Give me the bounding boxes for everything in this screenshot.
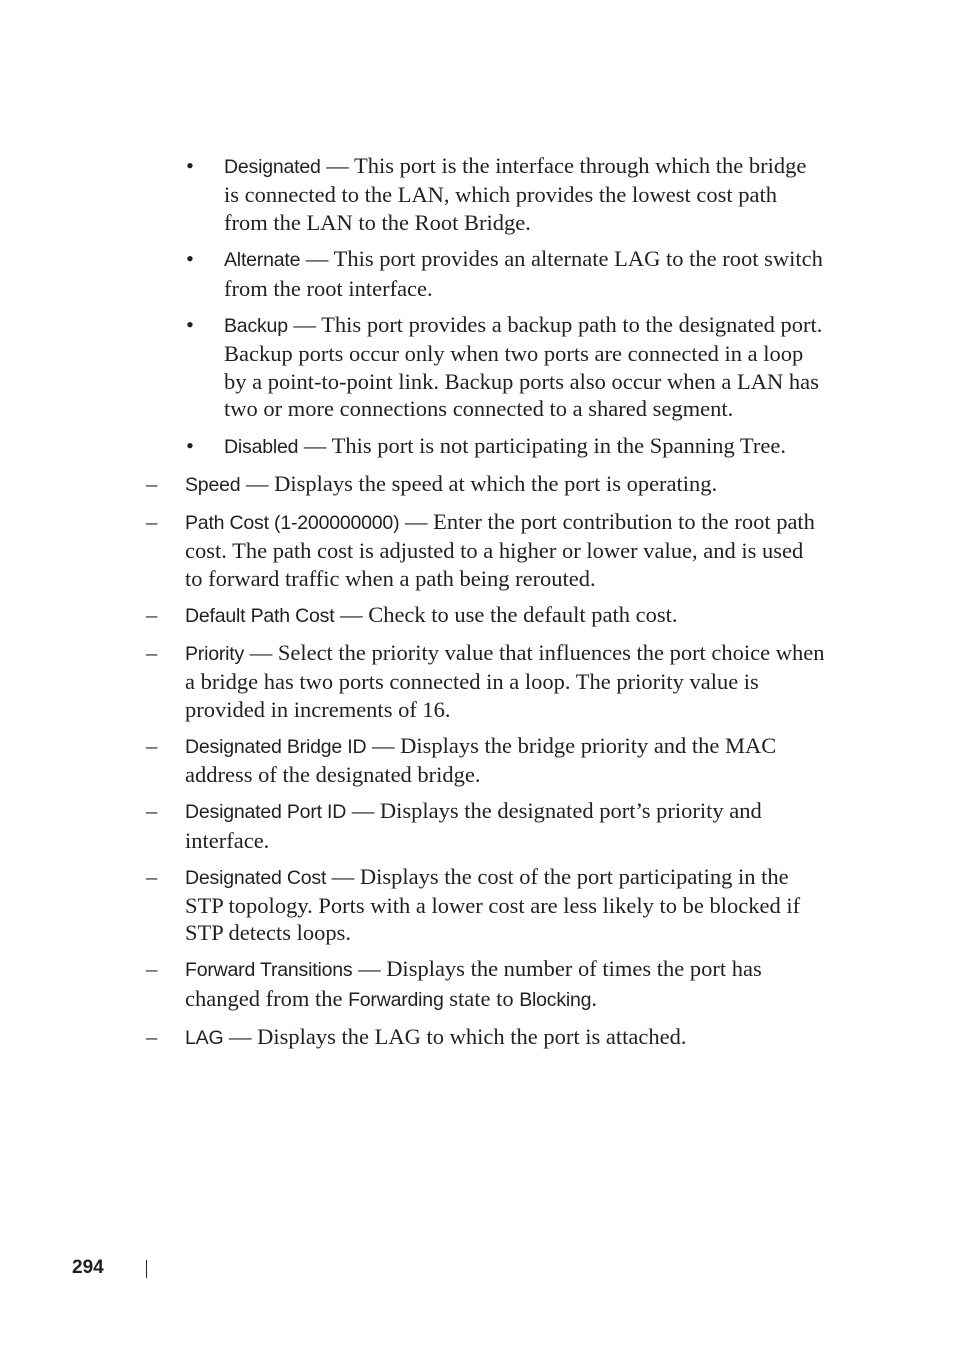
term-blocking: Blocking <box>519 988 592 1011</box>
term: Alternate <box>224 249 301 272</box>
term: Path Cost (1-200000000) <box>185 512 400 535</box>
list-item-lag <box>146 1023 825 1052</box>
dash-marker: – <box>146 1023 158 1049</box>
list-item-designated-bridge-id <box>146 732 825 789</box>
bullet-marker: • <box>186 432 194 458</box>
dash-marker: – <box>146 732 158 758</box>
description-cont: state to <box>443 985 520 1011</box>
bullet-marker: • <box>186 153 194 178</box>
description: — Select the priority value that influences the port choice when a bridge has two ports connected in a loop. The priority value is provided in increments of 16. <box>185 639 825 722</box>
term: Designated Port ID <box>185 801 347 824</box>
description: — Displays the number of times the port has changed from the <box>185 956 762 1011</box>
term: Designated <box>224 156 321 178</box>
description: — Displays the LAG to which the port is attached. <box>223 1023 687 1049</box>
description: — Displays the designated port’s priority and interface. <box>185 798 762 853</box>
description: — Displays the bridge priority and the MAC address of the designated bridge. <box>185 732 777 788</box>
term: Designated Cost <box>185 866 327 889</box>
list-item-designated-cost <box>146 863 825 947</box>
description: — Enter the port contribution to the root path cost. The path cost is adjusted to a higher or lower value, and is used to forward traffic when a path being rerouted. <box>185 509 815 591</box>
list-item-backup <box>186 311 824 423</box>
term: Forward Transitions <box>185 959 353 982</box>
dash-marker: – <box>146 639 158 665</box>
term: LAG <box>185 1026 224 1049</box>
dash-marker: – <box>146 601 158 627</box>
description: — Displays the speed at which the port is operating. <box>240 471 718 497</box>
description: — This port is not participating in the Spanning Tree. <box>298 432 786 458</box>
list-item-speed <box>146 470 825 499</box>
term: Default Path Cost <box>185 604 335 627</box>
term: Backup <box>224 315 288 338</box>
page-number: 294 <box>72 1257 104 1278</box>
list-item-path-cost <box>146 508 825 592</box>
bullet-marker: • <box>186 246 194 272</box>
list-item-designated <box>186 152 824 236</box>
description: — This port provides an alternate LAG to the root switch from the root interface. <box>224 246 823 301</box>
dash-marker: – <box>146 471 158 497</box>
list-item-forward-transitions <box>146 955 825 1014</box>
dash-marker: – <box>146 956 158 982</box>
footer-divider <box>146 1260 147 1278</box>
list-item-priority <box>146 639 825 723</box>
list-item-alternate <box>186 245 824 302</box>
description: — Displays the cost of the port participating in the STP topology. Ports with a lower cost are less likely to be blocked if STP detects loops. <box>185 863 801 946</box>
description: — Check to use the default path cost. <box>334 601 678 627</box>
list-item-default-path-cost <box>146 601 825 630</box>
dash-marker: – <box>146 509 158 535</box>
term: Priority <box>185 642 245 665</box>
page-body <box>0 152 954 1061</box>
term: Designated Bridge ID <box>185 735 367 758</box>
description: — This port provides a backup path to the designated port. Backup ports occur only when two ports are connected in a loop by a point-to-point link. Backup ports also occur when a LAN has two or more connections connected to a shared segment. <box>224 312 823 422</box>
dash-marker: – <box>146 863 158 889</box>
description: — This port is the interface through which the bridge is connected to the LAN, which provides the lowest cost path from the LAN to the Root Bridge. <box>224 153 807 235</box>
term: Speed <box>185 474 241 497</box>
term-forwarding: Forwarding <box>348 988 444 1011</box>
list-item-designated-port-id <box>146 797 825 854</box>
list-item-disabled <box>186 432 824 461</box>
term: Disabled <box>224 435 299 458</box>
dash-marker: – <box>146 798 158 824</box>
description-end: . <box>591 985 597 1011</box>
bullet-marker: • <box>186 312 194 338</box>
